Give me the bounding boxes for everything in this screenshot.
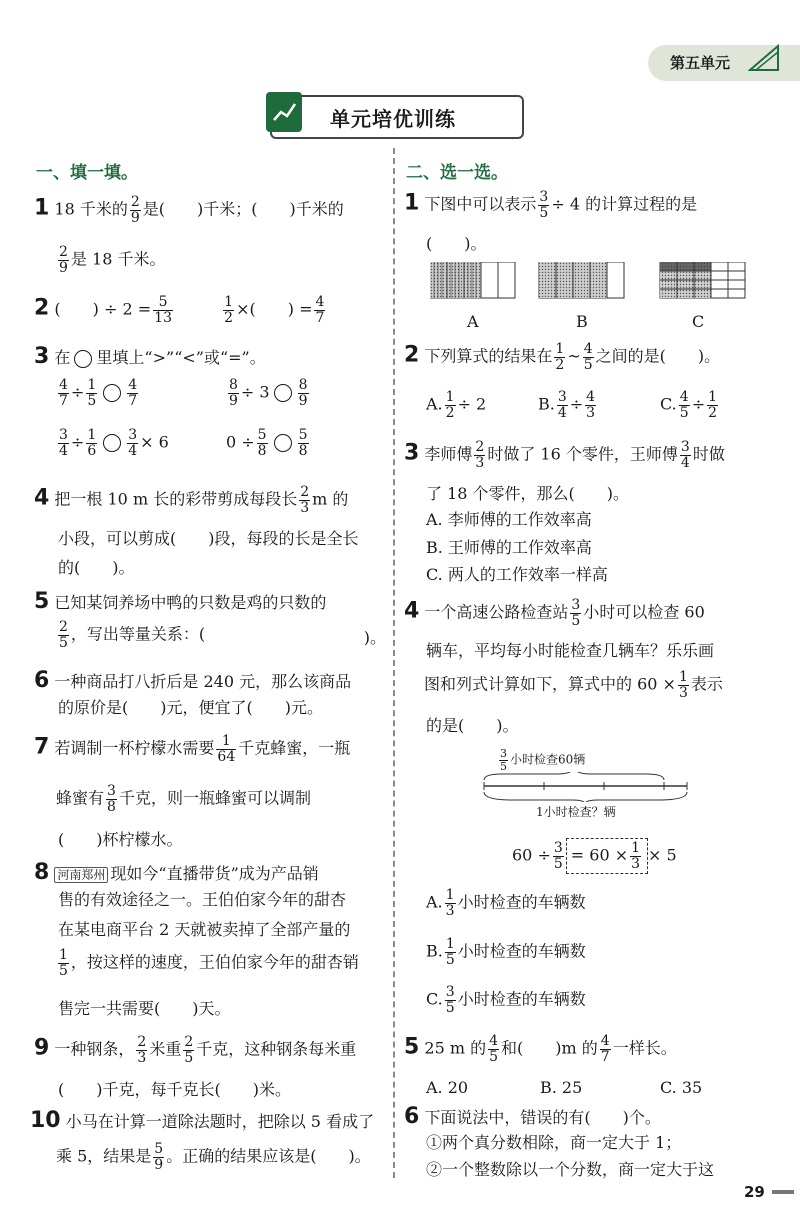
choice-4-a: A. $\frac{1}{3}$ 小时检查的车辆数 bbox=[426, 887, 586, 919]
choice-5: 5 25 m 的 $\frac{4}{5}$ 和( )m 的 $\frac{4}{7}$ 一样长。 bbox=[404, 1033, 677, 1065]
diagram-label-b: B bbox=[576, 312, 588, 331]
ruler-icon bbox=[748, 42, 782, 72]
choice-4-line3: 图和列式计算如下，算式中的 60 × $\frac{1}{3}$ 表示 bbox=[424, 669, 723, 701]
question-4: 4 把一根 10 m 长的彩带剪成每段长 $\frac{2}{3}$ m 的 bbox=[34, 484, 349, 516]
question-9: 9 一种钢条， $\frac{2}{3}$ 米重 $\frac{2}{5}$ 千克，这种钢条每米重 bbox=[34, 1034, 357, 1066]
compare-1: $\frac{4}{7}$ ÷ $\frac{1}{5}$ $\frac{4}{7}$ bbox=[59, 377, 138, 409]
fraction-diagrams bbox=[430, 262, 750, 304]
question-8: 8 河南郑州 现如今“直播带货”成为产品销 bbox=[34, 860, 319, 885]
circle-icon bbox=[74, 350, 92, 368]
question-7-line3: ( )杯柠檬水。 bbox=[58, 830, 183, 849]
choice-6-statement-2: ②一个整数除以一个分数，商一定大于这 bbox=[426, 1160, 715, 1179]
question-4-line2: 小段，可以剪成( )段，每段的长是全长 bbox=[58, 529, 359, 548]
choice-2-b: B. $\frac{3}{4}$ ÷ $\frac{4}{3}$ bbox=[538, 389, 596, 421]
diagram-top-label: $\frac{3}{5}$ 小时检查60辆 bbox=[500, 747, 586, 773]
circle-icon bbox=[103, 434, 121, 452]
question-8-line2: 售的有效途径之一。王伯伯家今年的甜杏 bbox=[58, 890, 347, 909]
segment-diagram bbox=[482, 772, 692, 802]
compare-2: $\frac{8}{9}$ ÷ 3 $\frac{8}{9}$ bbox=[229, 377, 308, 409]
choice-4-line2: 辆车，平均每小时能检查几辆车？乐乐画 bbox=[426, 641, 715, 660]
page-title: 单元培优训练 bbox=[330, 107, 456, 131]
diagram-label-a: A bbox=[467, 312, 479, 331]
question-8-line4: $\frac{1}{5}$ ，按这样的速度，王伯伯家今年的甜杏销 bbox=[59, 947, 359, 979]
diagram-label-c: C bbox=[692, 312, 705, 331]
question-2: 2 ( ) ÷ 2 = $\frac{5}{13}$ $\frac{1}{2}$ ×( ) = $\frac{4}{7}$ bbox=[34, 294, 325, 326]
page-number: 29 bbox=[744, 1183, 765, 1201]
chart-icon bbox=[266, 92, 302, 132]
question-8-line3: 在某电商平台 2 天就被卖掉了全部产量的 bbox=[58, 920, 351, 939]
question-1-line2: $\frac{2}{9}$ 是 18 千米。 bbox=[59, 244, 166, 276]
choice-4-b: B. $\frac{1}{5}$ 小时检查的车辆数 bbox=[426, 936, 586, 968]
circle-icon bbox=[274, 384, 292, 402]
question-6: 6 一种商品打八折后是 240 元，那么该商品 bbox=[34, 668, 352, 693]
question-5-line2: $\frac{2}{5}$ ，写出等量关系：( )。 bbox=[59, 619, 386, 651]
question-10-line2: 乘 5，结果是 $\frac{5}{9}$ 。正确的结果应该是( )。 bbox=[56, 1141, 371, 1173]
question-6-line2: 的原价是( )元，便宜了( )元。 bbox=[58, 698, 323, 717]
equation: 60 ÷ $\frac{3}{5}$ = 60 × $\frac{1}{3}$ × 5 bbox=[512, 838, 677, 874]
choice-6: 6 下面说法中，错误的有( )个。 bbox=[404, 1104, 661, 1129]
question-8-line5: 售完一共需要( )天。 bbox=[58, 999, 231, 1018]
question-5: 5 已知某饲养场中鸭的只数是鸡的只数的 bbox=[34, 589, 327, 614]
choice-3-c: C. 两人的工作效率一样高 bbox=[426, 565, 608, 584]
choice-6-statement-1: ①两个真分数相除，商一定大于 1； bbox=[426, 1133, 682, 1152]
section-fill: 一、填一填。 bbox=[36, 163, 138, 183]
question-7: 7 若调制一杯柠檬水需要 $\frac{1}{64}$ 千克蜂蜜，一瓶 bbox=[34, 733, 351, 765]
question-3: 3 在 里填上“>”“<”或“=”。 bbox=[34, 344, 266, 369]
choice-3-line2: 了 18 个零件，那么( )。 bbox=[426, 484, 630, 503]
circle-icon bbox=[274, 434, 292, 452]
choice-3-b: B. 王师傅的工作效率高 bbox=[426, 538, 592, 557]
unit-label: 第五单元 bbox=[670, 54, 731, 72]
choice-5-b: B. 25 bbox=[540, 1078, 583, 1097]
choice-3: 3 李师傅 $\frac{2}{3}$ 时做了 16 个零件，王师傅 $\frac{3}{4}$ 时做 bbox=[404, 439, 725, 471]
question-10: 10 小马在计算一道除法题时，把除以 5 看成了 bbox=[30, 1108, 375, 1133]
region-tag: 河南郑州 bbox=[54, 867, 108, 883]
diagram-bottom-label: 1小时检查？辆 bbox=[536, 805, 616, 819]
question-9-line2: ( )千克，每千克长( )米。 bbox=[58, 1080, 291, 1099]
choice-2-a: A. $\frac{1}{2}$ ÷ 2 bbox=[426, 389, 487, 421]
choice-4-line4: 的是( )。 bbox=[426, 716, 519, 735]
choice-4-c: C. $\frac{3}{5}$ 小时检查的车辆数 bbox=[426, 984, 586, 1016]
choice-3-a: A. 李师傅的工作效率高 bbox=[426, 510, 592, 529]
choice-2-c: C. $\frac{4}{5}$ ÷ $\frac{1}{2}$ bbox=[660, 389, 718, 421]
compare-3: $\frac{3}{4}$ ÷ $\frac{1}{6}$ $\frac{3}{4}$ × 6 bbox=[59, 427, 169, 459]
choice-2: 2 下列算式的结果在 $\frac{1}{2}$ ~ $\frac{4}{5}$ 之间的是( )。 bbox=[404, 341, 721, 373]
compare-4: 0 ÷ $\frac{5}{8}$ $\frac{5}{8}$ bbox=[226, 427, 308, 459]
choice-1-answer: ( )。 bbox=[426, 234, 487, 253]
question-7-line2: 蜂蜜有 $\frac{3}{8}$ 千克，则一瓶蜂蜜可以调制 bbox=[56, 783, 311, 815]
choice-4: 4 一个高速公路检查站 $\frac{3}{5}$ 小时可以检查 60 bbox=[404, 597, 705, 629]
choice-1: 1 下图中可以表示 $\frac{3}{5}$ ÷ 4 的计算过程的是 bbox=[404, 189, 698, 221]
page-bar bbox=[772, 1190, 794, 1194]
circle-icon bbox=[103, 384, 121, 402]
section-choose: 二、选一选。 bbox=[406, 163, 508, 183]
question-1: 1 18 千米的 $\frac{2}{9}$ 是( )千米；( )千米的 bbox=[34, 194, 344, 226]
column-divider bbox=[393, 148, 395, 1178]
choice-5-c: C. 35 bbox=[660, 1078, 703, 1097]
choice-5-a: A. 20 bbox=[426, 1078, 469, 1097]
question-4-line3: 的( )。 bbox=[58, 558, 135, 577]
